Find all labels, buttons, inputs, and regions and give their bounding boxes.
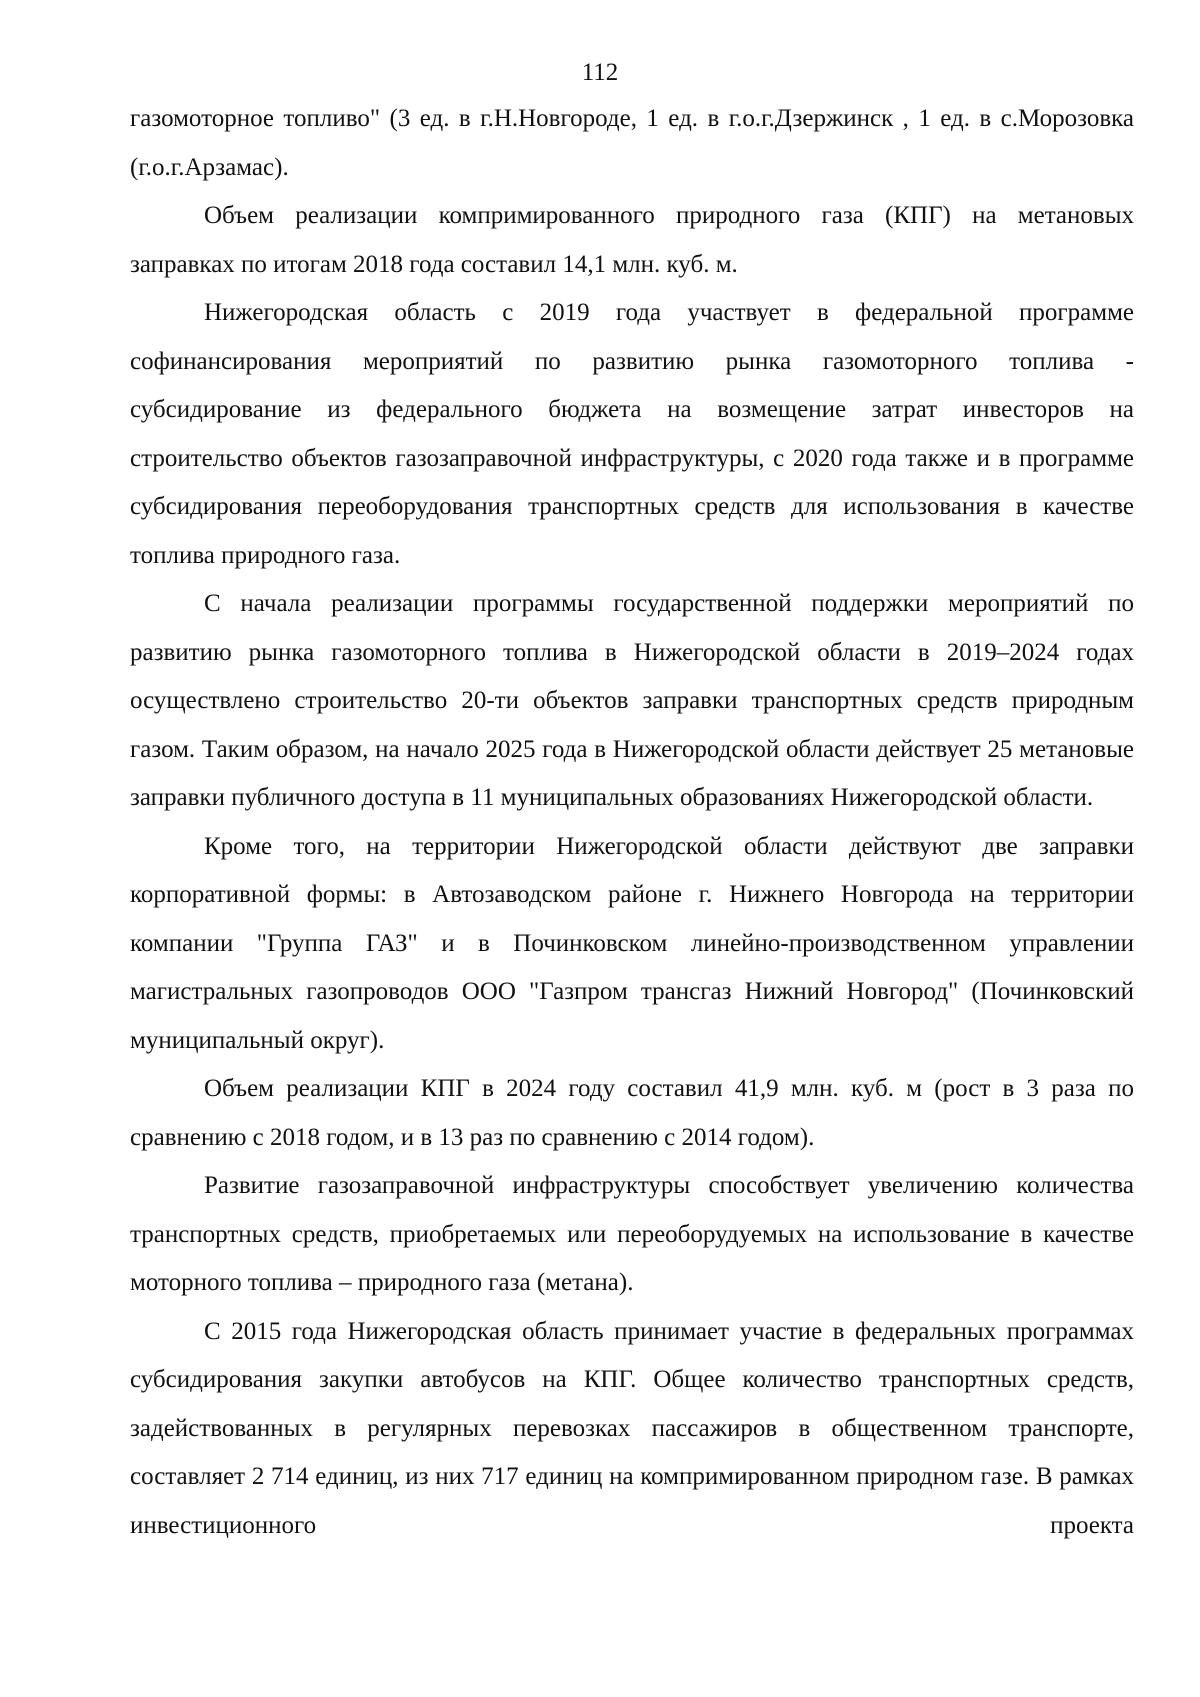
paragraph-cng-volume-2018: Объем реализации компримированного природного газа (КПГ) на метановых заправках по итогам 2018 года составил 14,1 млн. куб. м.	[130, 202, 1134, 278]
paragraph-cng-volume-2024: Объем реализации КПГ в 2024 году составил 41,9 млн. куб. м (рост в 3 раза по сравнению с 2018 годом, и в 13 раз по сравнению с 2014 годом).	[130, 1075, 1134, 1151]
paragraph-station-construction: С начала реализации программы государственной поддержки мероприятий по развитию рынка газомоторного топлива в Нижегородской области в 2019–2024 годах осуществлено строительство 20-ти объектов заправки транспортных средств природным газом. Таким образом, на начало 2025 года в Нижегородской области действует 25 метановые заправки публичного доступа в 11 муниципальных образованиях Нижегородской области.	[130, 590, 1134, 811]
paragraph-continuation: газомоторное топливо" (3 ед. в г.Н.Новгороде, 1 ед. в г.о.г.Дзержинск , 1 ед. в с.Морозовка (г.о.г.Арзамас).	[130, 105, 1134, 181]
paragraph-federal-program: Нижегородская область с 2019 года участвует в федеральной программе софинансирования мероприятий по развитию рынка газомоторного топлива - субсидирование из федерального бюджета на возмещение затрат инвесторов на строительство объектов газозаправочной инфраструктуры, с 2020 года также и в программе субсидирования переоборудования транспортных средств для использования в качестве топлива природного газа.	[130, 299, 1134, 569]
document-body	[130, 95, 1134, 1550]
paragraph-corporate-stations: Кроме того, на территории Нижегородской области действуют две заправки корпоративной формы: в Автозаводском районе г. Нижнего Новгорода на территории компании "Группа ГАЗ" и в Починковском линейно-производственном управлении магистральных газопроводов ООО "Газпром трансгаз Нижний Новгород" (Починковский муниципальный округ).	[130, 832, 1134, 1054]
page-number: 112	[581, 59, 619, 86]
paragraph-infrastructure-development: Развитие газозаправочной инфраструктуры способствует увеличению количества транспортных средств, приобретаемых или переоборудуемых на использование в качестве моторного топлива – природного газа (метана).	[130, 1172, 1134, 1296]
paragraph-bus-subsidies: С 2015 года Нижегородская область принимает участие в федеральных программах субсидирования закупки автобусов на КПГ. Общее количество транспортных средств, задействованных в регулярных перевозках пассажиров в общественном транспорте, составляет 2 714 единиц, из них 717 единиц на компримированном природном газе. В рамках инвестиционного проекта	[130, 1317, 1134, 1539]
